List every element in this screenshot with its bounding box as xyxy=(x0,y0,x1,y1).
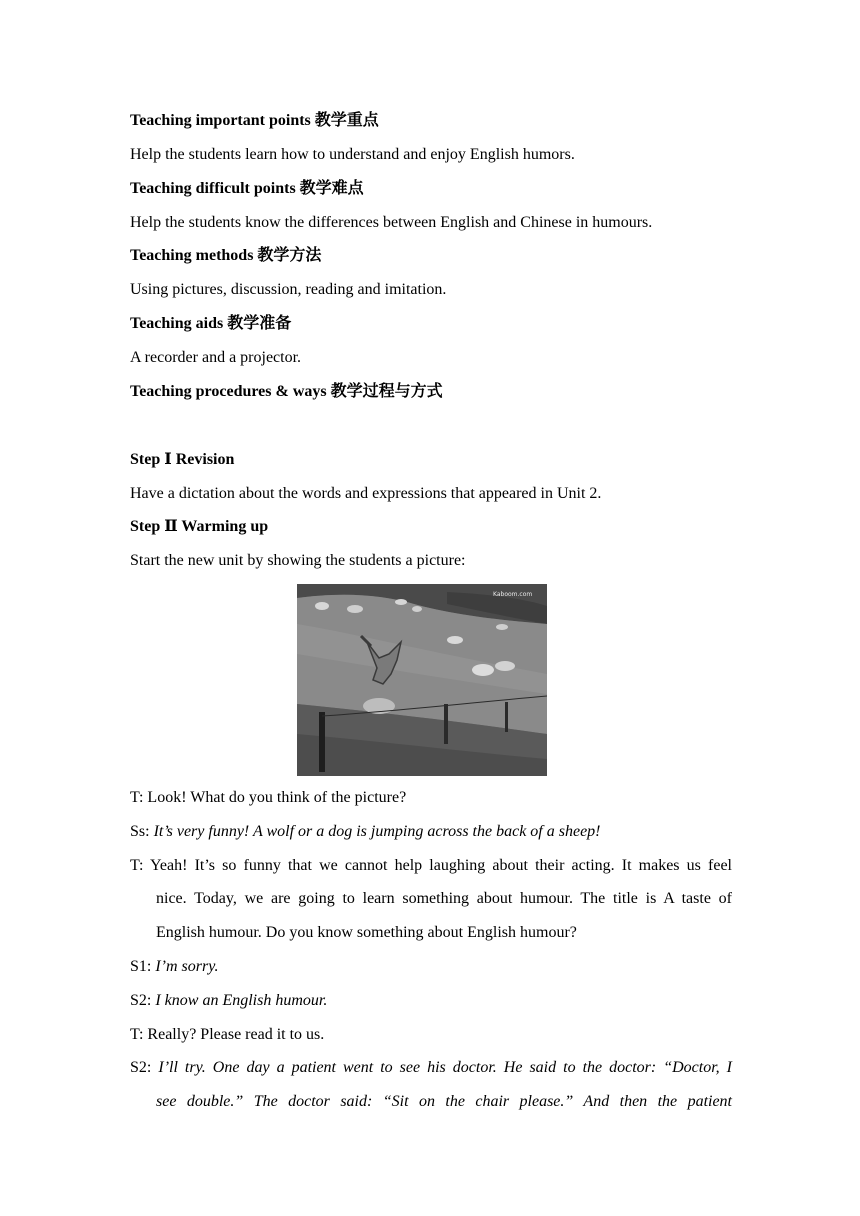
dialogue-s1 xyxy=(130,957,218,977)
dialogue-s1-text: I’m sorry. xyxy=(155,958,219,975)
dialogue-t-2-line-3: English humour. Do you know something about English humour? xyxy=(156,924,577,941)
heading-difficult-points: Teaching difficult points 教学难点 xyxy=(130,180,364,197)
dialogue-t-1: T: Look! What do you think of the picture? xyxy=(130,789,407,806)
speaker-label: S1: xyxy=(130,958,156,975)
dialogue-s2-story-line-2: see double.” The doctor said: “Sit on the chair please.” And then the patient xyxy=(156,1093,732,1110)
dialogue-ss-text: It’s very funny! A wolf or a dog is jumping across the back of a sheep! xyxy=(153,823,601,840)
heading-important-points: Teaching important points 教学重点 xyxy=(130,112,379,129)
heading-aids: Teaching aids 教学准备 xyxy=(130,315,292,332)
aids-text: A recorder and a projector. xyxy=(130,349,302,366)
step-2-heading: Step Ⅱ Warming up xyxy=(130,518,269,535)
dialogue-t-2-line-1: T: Yeah! It’s so funny that we cannot help laughing about their acting. It makes us feel xyxy=(130,857,732,874)
step-1-heading: Step Ⅰ Revision xyxy=(130,451,235,468)
speaker-label: S2: xyxy=(130,992,156,1009)
picture-watermark: Kaboom.com xyxy=(493,591,533,598)
step-1-text: Have a dictation about the words and expressions that appeared in Unit 2. xyxy=(130,485,602,502)
difficult-points-text: Help the students know the differences between English and Chinese in humours. xyxy=(130,214,653,231)
dialogue-t-2-line-2: nice. Today, we are going to learn something about humour. The title is A taste of xyxy=(156,890,732,907)
dialogue-s2-story-line-1 xyxy=(130,1058,732,1078)
dialogue-s2 xyxy=(130,991,327,1011)
heading-procedures: Teaching procedures & ways 教学过程与方式 xyxy=(130,383,443,400)
methods-text: Using pictures, discussion, reading and imitation. xyxy=(130,281,447,298)
speaker-label: S2: xyxy=(130,1059,159,1076)
speaker-label: Ss: xyxy=(130,823,154,840)
dialogue-s2-story-text-1: I’ll try. One day a patient went to see his doctor. He said to the doctor: “Doctor, I xyxy=(158,1059,733,1076)
heading-methods: Teaching methods 教学方法 xyxy=(130,247,322,264)
dialogue-ss xyxy=(130,822,601,842)
dialogue-t-3: T: Really? Please read it to us. xyxy=(130,1026,325,1043)
picture-wolf-jumping-sheep xyxy=(297,584,547,776)
important-points-text: Help the students learn how to understand and enjoy English humors. xyxy=(130,146,575,163)
step-2-text: Start the new unit by showing the students a picture: xyxy=(130,552,466,569)
dialogue-s2-text: I know an English humour. xyxy=(155,992,328,1009)
